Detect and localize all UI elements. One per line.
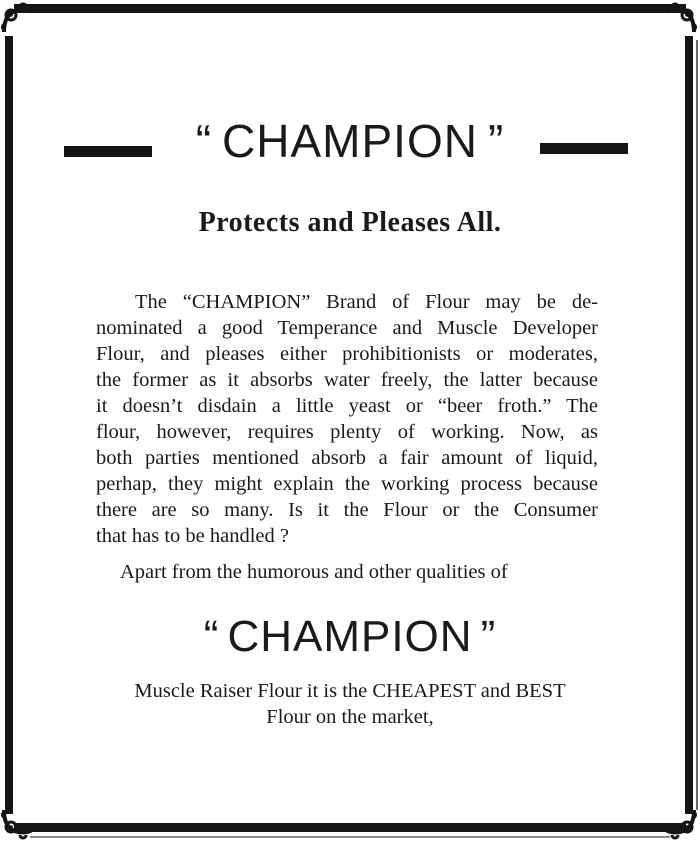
headline-close-quote: ” [480, 612, 497, 661]
paragraph-line: it doesn’t disdain a little yeast or “beer froth.” The [96, 395, 598, 417]
headline-open-quote: “ [203, 612, 220, 661]
headline-word: CHAMPION [227, 612, 473, 661]
paragraph-line: Apart from the humorous and other qualities of [120, 561, 508, 583]
frame-bottom-rule [14, 823, 686, 832]
scroll-ornament-icon [664, 2, 698, 36]
paragraph-line: the former as it absorbs water freely, the latter because [96, 369, 598, 391]
paragraph-line: both parties mentioned absorb a fair amount of liquid, [96, 447, 598, 469]
closing-line: Muscle Raiser Flour it is the CHEAPEST and BEST [134, 680, 566, 702]
paragraph-line: The “CHAMPION” Brand of Flour may be de- [135, 291, 598, 313]
headline [0, 114, 700, 168]
headline-close-quote: ” [487, 115, 505, 167]
paragraph-line: that has to be handled ? [96, 525, 289, 547]
scroll-ornament-icon [664, 806, 698, 840]
subheading: Protects and Pleases All. [198, 207, 502, 238]
headline-word: CHAMPION [222, 115, 478, 167]
frame-top-rule [14, 4, 686, 13]
closing-line: Flour on the market, [266, 706, 434, 728]
paragraph-line: perhap, they might explain the working process because [96, 473, 598, 495]
headline-open-quote: “ [195, 115, 213, 167]
frame-bottom-hairline [30, 836, 670, 838]
paragraph-line: there are so many. Is it the Flour or the Consumer [96, 499, 598, 521]
paragraph-line: Flour, and pleases either prohibitionists or moderates, [96, 343, 598, 365]
scroll-ornament-icon [0, 806, 34, 840]
paragraph-line: nominated a good Temperance and Muscle Developer [96, 317, 598, 339]
paragraph-line: flour, however, requires plenty of working. Now, as [96, 421, 598, 443]
scroll-ornament-icon [0, 2, 34, 36]
headline-repeat [0, 612, 700, 662]
